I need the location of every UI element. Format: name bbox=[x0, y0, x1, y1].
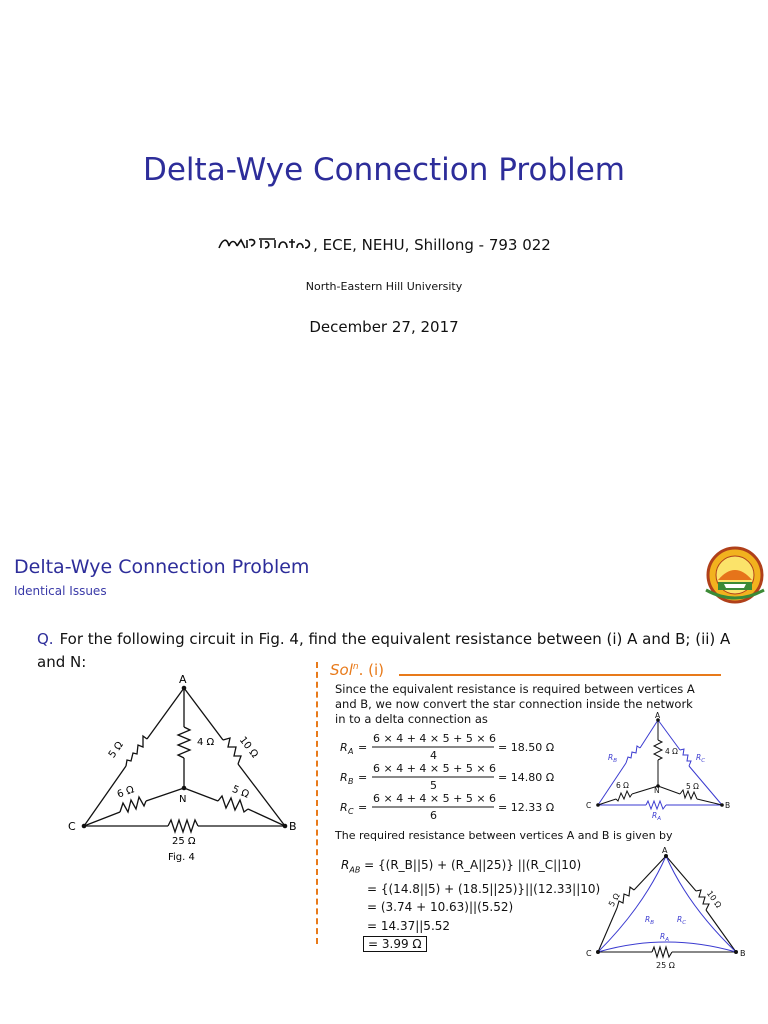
eq-ra-result: = 18.50 Ω bbox=[498, 741, 555, 754]
rab-line-3: = (3.74 + 10.63)||(5.52) bbox=[367, 900, 514, 915]
resistor-an-label: 4 Ω bbox=[197, 737, 215, 748]
solution-rule bbox=[399, 674, 721, 676]
small-fig-r5: 5 Ω bbox=[686, 782, 699, 791]
eq-rc-result: = 12.33 Ω bbox=[498, 801, 555, 814]
title-slide-heading: Delta-Wye Connection Problem bbox=[142, 152, 625, 188]
delta-fig-node-a: A bbox=[662, 846, 668, 855]
rab-line-4: = 14.37||5.52 bbox=[367, 918, 451, 933]
nehu-logo-icon bbox=[704, 546, 766, 604]
author-line bbox=[0, 236, 768, 254]
eq-rc-den: 6 bbox=[430, 809, 437, 822]
delta-equations bbox=[336, 728, 586, 824]
resistor-cb-label: 25 Ω bbox=[172, 836, 196, 847]
question-text: For the following circuit in Fig. 4, find the equivalent resistance between (i) A and B; (ii) A and N: bbox=[37, 630, 731, 671]
small-fig-node-a: A bbox=[655, 711, 661, 720]
small-fig-node-b: B bbox=[725, 801, 731, 810]
delta-fig-rc: $R_C$ bbox=[677, 915, 687, 926]
small-fig-rc: $R_C$ bbox=[696, 753, 706, 764]
node-n-dot bbox=[182, 786, 187, 791]
eq-ra-sub: A bbox=[348, 747, 354, 756]
node-b-dot bbox=[283, 824, 288, 829]
slide-title: Delta-Wye Connection Problem bbox=[14, 556, 310, 578]
delta-fig-node-c: C bbox=[586, 949, 592, 958]
node-a-dot bbox=[182, 686, 187, 691]
resistor-cn-label: 6 Ω bbox=[115, 784, 136, 801]
required-text: The required resistance between vertices A and B is given by bbox=[335, 829, 673, 842]
delta-fig-node-b: B bbox=[740, 949, 746, 958]
node-c-label: C bbox=[68, 820, 76, 833]
small-fig-node-c: C bbox=[586, 801, 592, 810]
eq-rb-num: 6 × 4 + 4 × 5 + 5 × 6 bbox=[373, 762, 497, 775]
rab-derivation bbox=[341, 856, 600, 954]
eq-rc-lhs: R bbox=[340, 801, 348, 814]
svg-text:=: = bbox=[358, 771, 368, 784]
rab-line-1: $R_{AB}$ = {(R_B||5) + (R_A||25)} ||(R_C||10) bbox=[341, 858, 582, 875]
node-c-dot bbox=[82, 824, 87, 829]
eq-rc-sub: C bbox=[348, 807, 354, 816]
resistor-ac-label: 5 Ω bbox=[106, 739, 126, 761]
node-b-label: B bbox=[289, 820, 297, 833]
question-mark: Q. bbox=[37, 630, 54, 648]
svg-text:=: = bbox=[358, 741, 368, 754]
eq-rc-num: 6 × 4 + 4 × 5 + 5 × 6 bbox=[373, 792, 497, 805]
solution-intro: Since the equivalent resistance is required between vertices A and B, we now convert the star connection inside the network in to a delta connection as bbox=[335, 682, 695, 726]
figure-4-circuit bbox=[60, 674, 310, 864]
figure-caption: Fig. 4 bbox=[168, 852, 195, 863]
delta-fig-rb: $R_B$ bbox=[645, 915, 654, 926]
resistor-bn-label: 5 Ω bbox=[230, 783, 251, 801]
institute: North-Eastern Hill University bbox=[305, 280, 463, 293]
small-fig-rb: $R_B$ bbox=[608, 753, 617, 764]
delta-figure bbox=[584, 846, 764, 974]
delta-fig-r25: 25 Ω bbox=[656, 961, 675, 970]
solution-heading: Sol$^n$. (i) bbox=[330, 661, 385, 679]
eq-rb-lhs: R bbox=[340, 771, 348, 784]
eq-ra-lhs: R bbox=[340, 741, 348, 754]
author-signature-image bbox=[217, 236, 313, 252]
slide-subtitle: Identical Issues bbox=[14, 584, 107, 598]
question bbox=[37, 628, 737, 674]
small-fig-r4: 4 Ω bbox=[665, 747, 678, 756]
rab-result-box: = 3.99 Ω bbox=[363, 936, 427, 952]
star-delta-figure bbox=[582, 710, 762, 820]
delta-fig-r5: 5 Ω bbox=[606, 891, 622, 909]
rab-line-5 bbox=[341, 935, 600, 954]
eq-rb-result: = 14.80 Ω bbox=[498, 771, 555, 784]
delta-fig-r10: 10 Ω bbox=[704, 889, 724, 910]
delta-fig-ra: $R_A$ bbox=[660, 932, 669, 943]
small-fig-ra: $R_A$ bbox=[652, 811, 661, 820]
author-affiliation: , ECE, NEHU, Shillong - 793 022 bbox=[313, 236, 551, 254]
eq-rb-sub: B bbox=[348, 777, 354, 786]
small-fig-node-n: N bbox=[654, 786, 660, 795]
eq-ra-den: 4 bbox=[430, 749, 437, 762]
rab-line-2: = {(14.8||5) + (18.5||25)}||(12.33||10) bbox=[367, 881, 601, 896]
eq-rb-den: 5 bbox=[430, 779, 437, 792]
solution-side-rule bbox=[316, 662, 318, 944]
small-fig-r6: 6 Ω bbox=[616, 781, 629, 790]
eq-ra-num: 6 × 4 + 4 × 5 + 5 × 6 bbox=[373, 732, 497, 745]
resistor-ab-label: 10 Ω bbox=[236, 734, 260, 761]
node-a-label: A bbox=[179, 674, 187, 686]
date: December 27, 2017 bbox=[309, 318, 459, 336]
svg-text:=: = bbox=[358, 801, 368, 814]
node-n-label: N bbox=[179, 794, 187, 805]
